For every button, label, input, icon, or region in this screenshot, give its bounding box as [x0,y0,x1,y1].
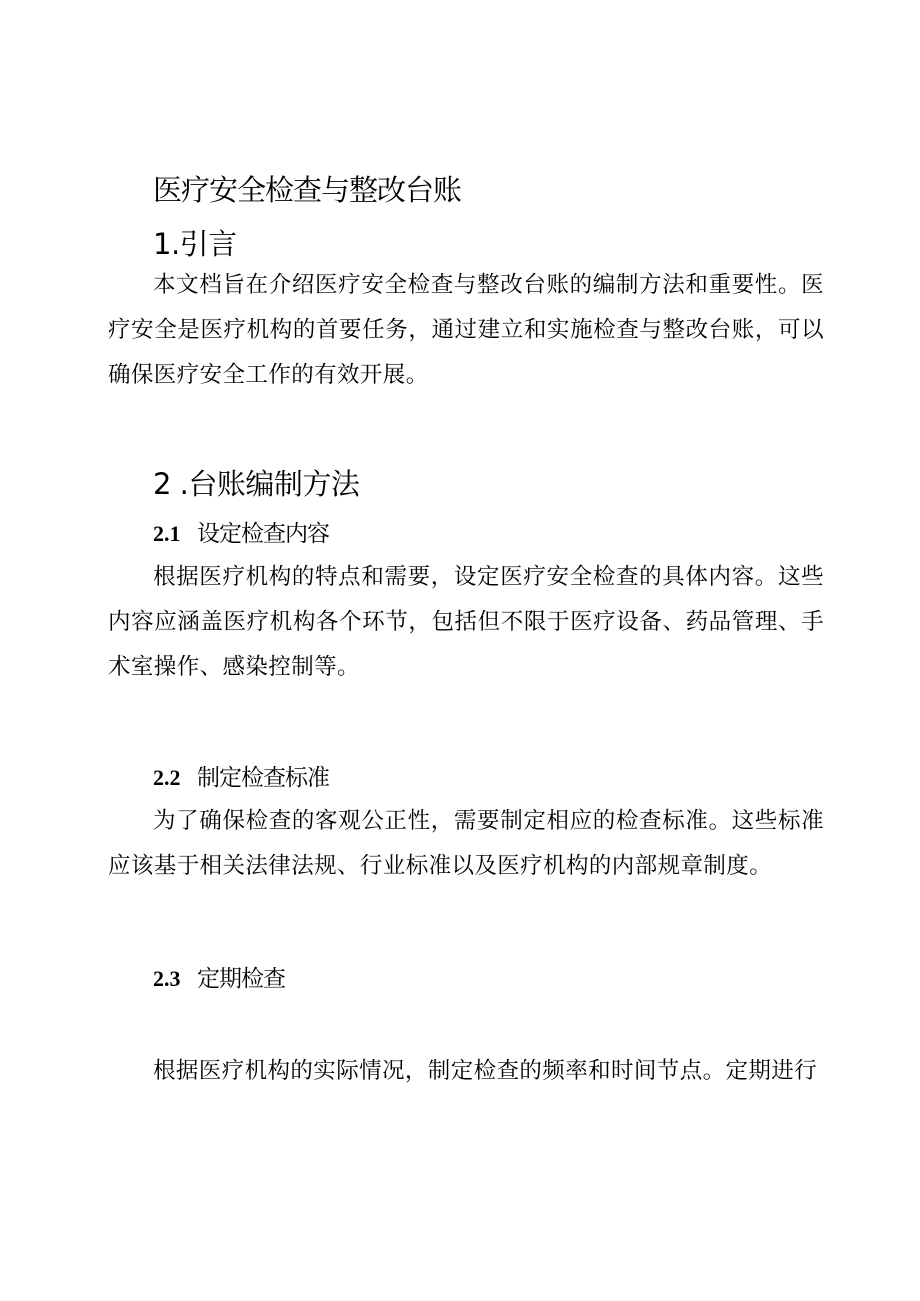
subsection-2-2-paragraph: 为了确保检查的客观公正性，需要制定相应的检查标准。这些标准应该基于相关法律法规、行业标准以及医疗机构的内部规章制度。 [108,808,824,879]
subsection-number: 2.2 [153,765,181,790]
document-title: 医疗安全检查与整改台账 [153,173,462,207]
subsection-title: 设定检查内容 [197,521,329,547]
subsection-title: 制定检查标准 [197,765,329,791]
subsection-2-1-heading [153,515,329,548]
subsection-number: 2.3 [153,966,181,991]
subsection-number: 2.1 [153,521,181,546]
subsection-2-2-heading [153,759,329,792]
subsection-title: 定期检查 [197,966,285,992]
subsection-2-3-paragraph: 根据医疗机构的实际情况，制定检查的频率和时间节点。定期进行 [153,1058,818,1084]
section-2-heading: 2 .台账编制方法 [153,467,360,501]
subsection-2-1-paragraph: 根据医疗机构的特点和需要，设定医疗安全检查的具体内容。这些内容应涵盖医疗机构各个环节，包括但不限于医疗设备、药品管理、手术室操作、感染控制等。 [108,564,824,680]
section-1-heading: 1.引言 [153,227,237,261]
subsection-2-3-heading [153,960,285,993]
section-1-paragraph: 本文档旨在介绍医疗安全检查与整改台账的编制方法和重要性。医疗安全是医疗机构的首要任务，通过建立和实施检查与整改台账，可以确保医疗安全工作的有效开展。 [108,272,824,388]
